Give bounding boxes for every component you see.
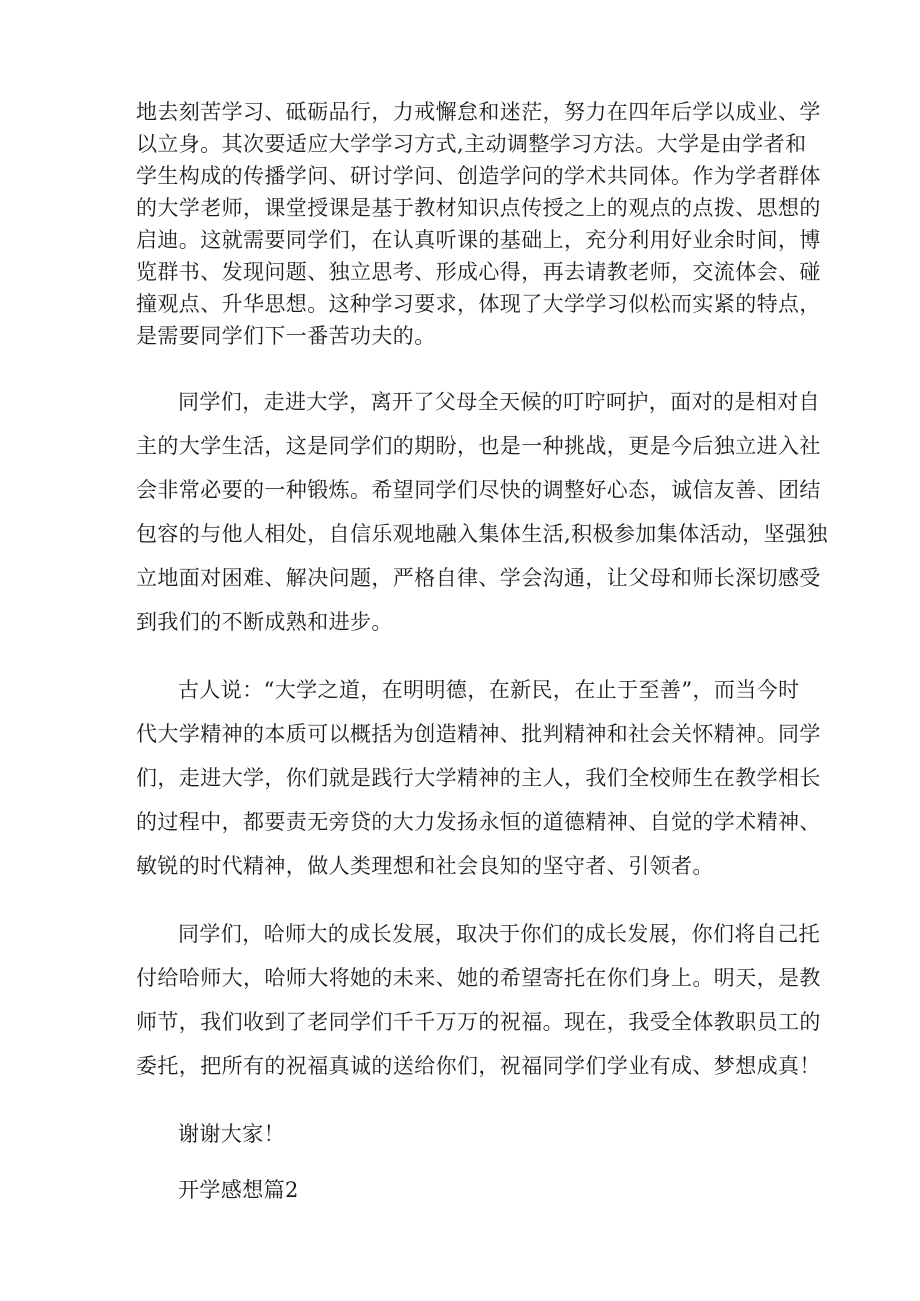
section-heading: 开学感想篇2 xyxy=(178,1178,299,1202)
paragraph-line: 师节，我们收到了老同学们千千万万的祝福。现在，我受全体教职员工的 xyxy=(136,1010,821,1034)
paragraph-line: 撞观点、升华思想。这种学习要求，体现了大学学习似松而实紧的特点， xyxy=(136,292,821,316)
paragraph-line: 的大学老师，课堂授课是基于教材知识点传授之上的观点的点拨、思想的 xyxy=(136,196,821,220)
paragraph-line: 们，走进大学，你们就是践行大学精神的主人，我们全校师生在教学相长 xyxy=(136,766,821,790)
paragraph-line: 启迪。这就需要同学们，在认真听课的基础上，充分利用好业余时间，博 xyxy=(136,228,821,252)
paragraph-line: 敏锐的时代精神，做人类理想和社会良知的坚守者、引领者。 xyxy=(136,854,714,878)
paragraph-line: 同学们，走进大学，离开了父母全天候的叮咛呵护，面对的是相对自 xyxy=(178,390,820,414)
paragraph-line: 包容的与他人相处，自信乐观地融入集体生活,积极参加集体活动，坚强独 xyxy=(136,522,828,546)
paragraph-line: 主的大学生活，这是同学们的期盼，也是一种挑战，更是今后独立进入社 xyxy=(136,434,821,458)
paragraph-line: 代大学精神的本质可以概括为创造精神、批判精神和社会关怀精神。同学 xyxy=(136,722,821,746)
closing-line: 谢谢大家！ xyxy=(178,1122,285,1146)
paragraph-line: 立地面对困难、解决问题，严格自律、学会沟通，让父母和师长深切感受 xyxy=(136,566,821,590)
paragraph-line: 到我们的不断成熟和进步。 xyxy=(136,610,393,634)
paragraph-line: 会非常必要的一种锻炼。希望同学们尽快的调整好心态，诚信友善、团结 xyxy=(136,478,821,502)
paragraph-line: 学生构成的传播学问、研讨学问、创造学问的学术共同体。作为学者群体 xyxy=(136,164,821,188)
paragraph-line: 是需要同学们下一番苦功夫的。 xyxy=(136,324,436,348)
paragraph-line: 的过程中，都要责无旁贷的大力发扬永恒的道德精神、自觉的学术精神、 xyxy=(136,810,821,834)
paragraph-line: 委托，把所有的祝福真诚的送给你们，祝福同学们学业有成、梦想成真！ xyxy=(136,1054,821,1078)
paragraph-line: 以立身。其次要适应大学学习方式,主动调整学习方法。大学是由学者和 xyxy=(136,132,807,156)
paragraph-line: 览群书、发现问题、独立思考、形成心得，再去请教老师，交流体会、碰 xyxy=(136,260,821,284)
paragraph-line: 古人说：“大学之道，在明明德，在新民，在止于至善”，而当今时 xyxy=(178,678,800,702)
paragraph-line: 付给哈师大，哈师大将她的未来、她的希望寄托在你们身上。明天，是教 xyxy=(136,966,821,990)
paragraph-line: 同学们，哈师大的成长发展，取决于你们的成长发展，你们将自己托 xyxy=(178,922,820,946)
paragraph-line: 地去刻苦学习、砥砺品行，力戒懈怠和迷茫，努力在四年后学以成业、学 xyxy=(136,100,821,124)
